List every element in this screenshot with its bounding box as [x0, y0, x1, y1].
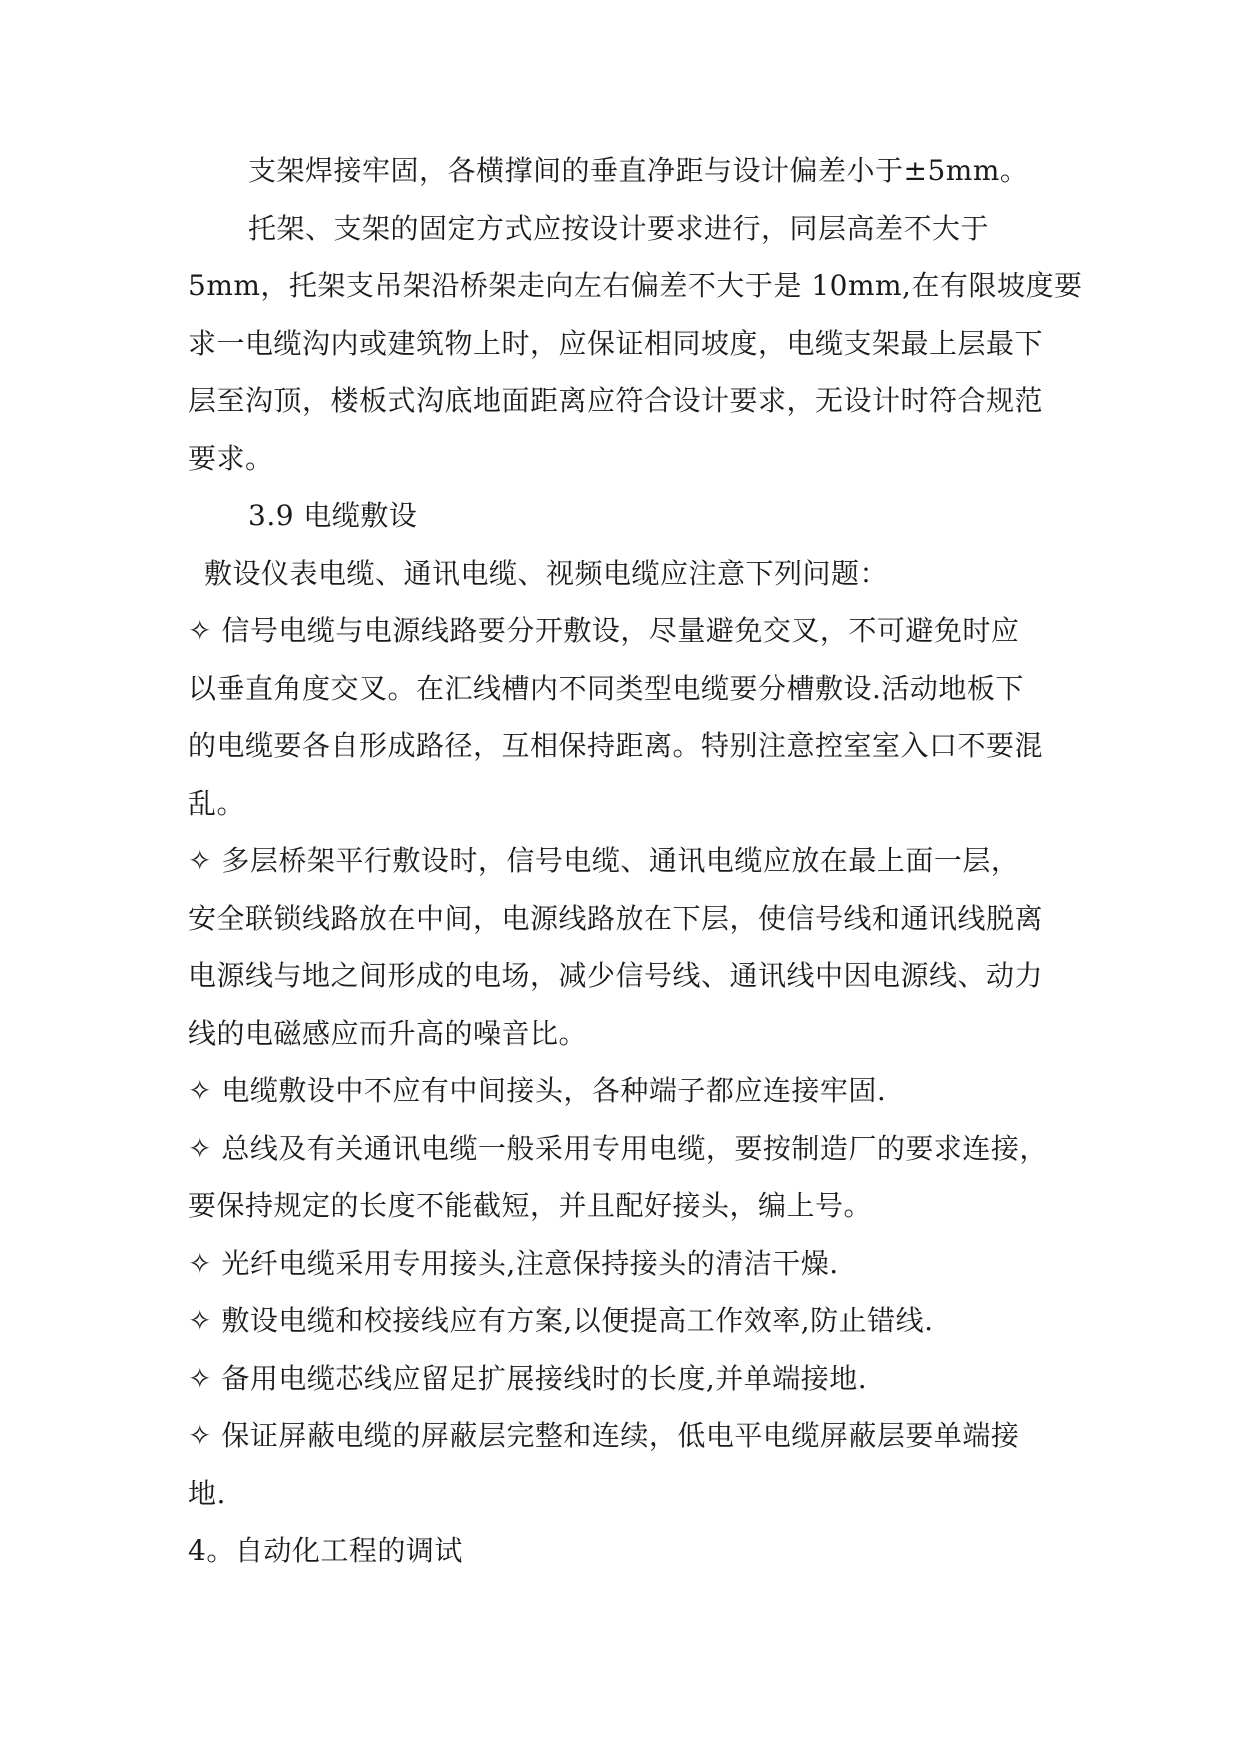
bullet-continuation: 地.: [188, 1476, 226, 1510]
bullet-line: ✧ 电缆敷设中不应有中间接头，各种端子都应连接牢固.: [188, 1074, 887, 1107]
paragraph-line: 求一电缆沟内或建筑物上时，应保证相同坡度，电缆支架最上层最下: [188, 326, 1044, 360]
bullet-continuation: 要保持规定的长度不能截短，并且配好接头，编上号。: [188, 1189, 873, 1222]
bullet-line: ✧ 信号电缆与电源线路要分开敷设，尽量避免交叉，不可避免时应: [188, 614, 1020, 647]
bullet-line: ✧ 多层桥架平行敷设时，信号电缆、通讯电缆应放在最上面一层，: [188, 844, 1020, 877]
bullet-continuation: 以垂直角度交叉。在汇线槽内不同类型电缆要分槽敷设.活动地板下: [188, 671, 1024, 705]
paragraph-line: 要求。: [188, 441, 274, 475]
section-heading: 4。自动化工程的调试: [188, 1534, 463, 1567]
section-heading: 3.9 电缆敷设: [248, 499, 418, 532]
bullet-line: ✧ 备用电缆芯线应留足扩展接线时的长度,并单端接地.: [188, 1361, 868, 1395]
paragraph-line: 托架、支架的固定方式应按设计要求进行，同层高差不大于: [248, 211, 990, 245]
bullet-line: ✧ 光纤电缆采用专用接头,注意保持接头的清洁干燥.: [188, 1246, 839, 1280]
bullet-continuation: 的电缆要各自形成路径，互相保持距离。特别注意控室室入口不要混: [188, 729, 1044, 762]
paragraph-line: 层至沟顶，楼板式沟底地面距离应符合设计要求，无设计时符合规范: [188, 384, 1044, 417]
bullet-continuation: 电源线与地之间形成的电场，减少信号线、通讯线中因电源线、动力: [188, 959, 1044, 992]
bullet-continuation: 乱。: [188, 786, 246, 820]
bullet-line: ✧ 保证屏蔽电缆的屏蔽层完整和连续，低电平电缆屏蔽层要单端接: [188, 1419, 1020, 1452]
document-body: [188, 142, 1083, 1580]
bullet-line: ✧ 总线及有关通讯电缆一般采用专用电缆，要按制造厂的要求连接，: [188, 1131, 1048, 1165]
bullet-continuation: 线的电磁感应而升高的噪音比。: [188, 1016, 588, 1050]
paragraph-line: 敷设仪表电缆、通讯电缆、视频电缆应注意下列问题：: [204, 556, 889, 590]
paragraph-line: 5mm，托架支吊架沿桥架走向左右偏差不大于是 10mm,在有限坡度要: [188, 269, 1083, 302]
bullet-continuation: 安全联锁线路放在中间，电源线路放在下层，使信号线和通讯线脱离: [188, 901, 1044, 935]
paragraph-line: 支架焊接牢固，各横撑间的垂直净距与设计偏差小于±5mm。: [248, 154, 1029, 187]
bullet-line: ✧ 敷设电缆和校接线应有方案,以便提高工作效率,防止错线.: [188, 1304, 934, 1337]
